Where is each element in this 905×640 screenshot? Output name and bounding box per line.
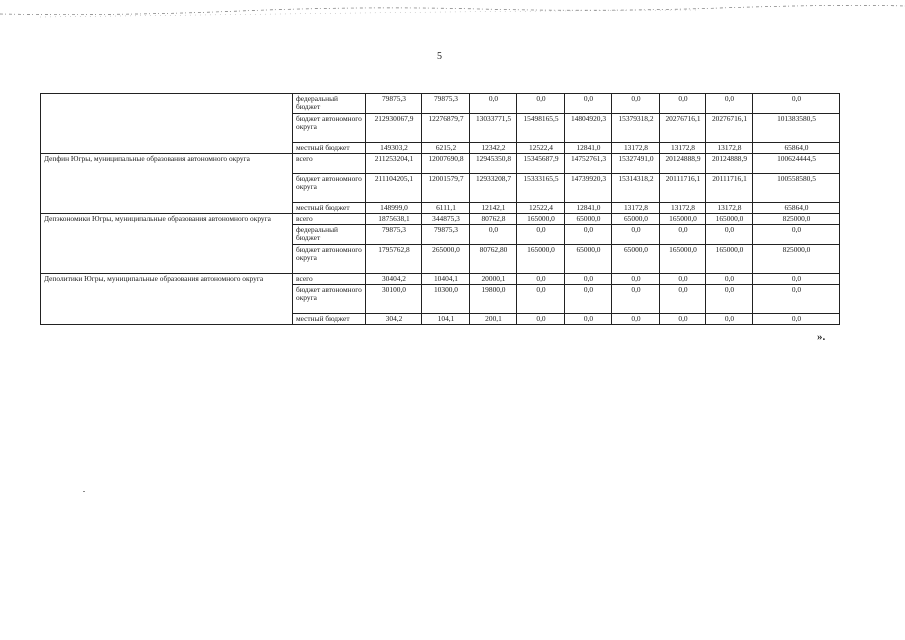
amount-cell: 12522,4: [517, 143, 565, 154]
amount-cell: 15379318,2: [612, 114, 660, 143]
funding-source-cell: бюджет автономного округа: [293, 174, 366, 203]
amount-cell: 212930067,9: [366, 114, 422, 143]
amount-cell: 0,0: [706, 314, 753, 325]
amount-cell: 12841,0: [565, 143, 612, 154]
amount-cell: 1875638,1: [366, 214, 422, 225]
amount-cell: 0,0: [753, 225, 840, 245]
amount-cell: 15498165,5: [517, 114, 565, 143]
amount-cell: 65000,0: [612, 214, 660, 225]
amount-cell: 13172,8: [706, 203, 753, 214]
amount-cell: 20276716,1: [660, 114, 706, 143]
amount-cell: 0,0: [753, 285, 840, 314]
funding-source-cell: местный бюджет: [293, 314, 366, 325]
amount-cell: 20276716,1: [706, 114, 753, 143]
amount-cell: 12142,1: [470, 203, 517, 214]
amount-cell: 12522,4: [517, 203, 565, 214]
table-row: [41, 154, 840, 174]
amount-cell: 80762,80: [470, 245, 517, 274]
amount-cell: 65000,0: [565, 245, 612, 274]
amount-cell: 0,0: [706, 94, 753, 114]
amount-cell: 165000,0: [660, 245, 706, 274]
amount-cell: 20111716,1: [660, 174, 706, 203]
amount-cell: 0,0: [706, 274, 753, 285]
amount-cell: 79875,3: [366, 94, 422, 114]
amount-cell: 0,0: [612, 225, 660, 245]
budget-table: [40, 93, 840, 325]
amount-cell: 0,0: [517, 314, 565, 325]
amount-cell: 825000,0: [753, 245, 840, 274]
amount-cell: 165000,0: [517, 245, 565, 274]
amount-cell: 12342,2: [470, 143, 517, 154]
amount-cell: 0,0: [565, 285, 612, 314]
amount-cell: 65864,0: [753, 143, 840, 154]
amount-cell: 12933208,7: [470, 174, 517, 203]
organization-cell: Депфин Югры, муниципальные образования автономного округа: [41, 154, 293, 214]
funding-source-cell: федеральный бюджет: [293, 94, 366, 114]
amount-cell: 0,0: [612, 285, 660, 314]
funding-source-cell: бюджет автономного округа: [293, 245, 366, 274]
amount-cell: 15314318,2: [612, 174, 660, 203]
closing-quote-mark: ».: [817, 331, 826, 343]
amount-cell: 0,0: [517, 274, 565, 285]
amount-cell: 12841,0: [565, 203, 612, 214]
funding-source-cell: бюджет автономного округа: [293, 285, 366, 314]
amount-cell: 65864,0: [753, 203, 840, 214]
amount-cell: 0,0: [660, 314, 706, 325]
amount-cell: 0,0: [660, 94, 706, 114]
amount-cell: 15333165,5: [517, 174, 565, 203]
amount-cell: 12945350,8: [470, 154, 517, 174]
organization-cell: [41, 94, 293, 154]
amount-cell: 0,0: [470, 225, 517, 245]
amount-cell: 10300,0: [422, 285, 470, 314]
amount-cell: 14739920,3: [565, 174, 612, 203]
amount-cell: 0,0: [612, 274, 660, 285]
amount-cell: 148999,0: [366, 203, 422, 214]
funding-source-cell: бюджет автономного округа: [293, 114, 366, 143]
table-row: [41, 214, 840, 225]
amount-cell: 104,1: [422, 314, 470, 325]
amount-cell: 149303,2: [366, 143, 422, 154]
amount-cell: 265000,0: [422, 245, 470, 274]
amount-cell: 20124888,9: [660, 154, 706, 174]
scan-speck: [83, 491, 85, 492]
amount-cell: 165000,0: [517, 214, 565, 225]
amount-cell: 20000,1: [470, 274, 517, 285]
amount-cell: 13172,8: [660, 143, 706, 154]
funding-source-cell: всего: [293, 274, 366, 285]
amount-cell: 14804920,3: [565, 114, 612, 143]
amount-cell: 100624444,5: [753, 154, 840, 174]
amount-cell: 0,0: [612, 94, 660, 114]
funding-source-cell: местный бюджет: [293, 203, 366, 214]
amount-cell: 19800,0: [470, 285, 517, 314]
amount-cell: 0,0: [565, 274, 612, 285]
amount-cell: 0,0: [565, 94, 612, 114]
amount-cell: 79875,3: [366, 225, 422, 245]
amount-cell: 0,0: [706, 225, 753, 245]
amount-cell: 0,0: [753, 274, 840, 285]
amount-cell: 304,2: [366, 314, 422, 325]
amount-cell: 211253204,1: [366, 154, 422, 174]
amount-cell: 13172,8: [706, 143, 753, 154]
table-row: [41, 274, 840, 285]
amount-cell: 0,0: [517, 285, 565, 314]
amount-cell: 13172,8: [612, 143, 660, 154]
amount-cell: 825000,0: [753, 214, 840, 225]
amount-cell: 0,0: [660, 285, 706, 314]
amount-cell: 165000,0: [706, 245, 753, 274]
scan-edge-artifact: [0, 0, 905, 22]
amount-cell: 165000,0: [660, 214, 706, 225]
amount-cell: 80762,8: [470, 214, 517, 225]
amount-cell: 0,0: [753, 94, 840, 114]
amount-cell: 12007690,8: [422, 154, 470, 174]
table-row: [41, 94, 840, 114]
funding-source-cell: местный бюджет: [293, 143, 366, 154]
amount-cell: 100558580,5: [753, 174, 840, 203]
amount-cell: 14752761,3: [565, 154, 612, 174]
amount-cell: 0,0: [660, 225, 706, 245]
amount-cell: 12001579,7: [422, 174, 470, 203]
funding-source-cell: всего: [293, 154, 366, 174]
amount-cell: 0,0: [753, 314, 840, 325]
amount-cell: 165000,0: [706, 214, 753, 225]
amount-cell: 15345687,9: [517, 154, 565, 174]
amount-cell: 79875,3: [422, 225, 470, 245]
amount-cell: 0,0: [565, 225, 612, 245]
amount-cell: 6111,1: [422, 203, 470, 214]
amount-cell: 10404,1: [422, 274, 470, 285]
amount-cell: 0,0: [517, 225, 565, 245]
organization-cell: Депэкономики Югры, муниципальные образования автономного округа: [41, 214, 293, 274]
amount-cell: 13172,8: [612, 203, 660, 214]
amount-cell: 211104205,1: [366, 174, 422, 203]
funding-source-cell: всего: [293, 214, 366, 225]
amount-cell: 0,0: [660, 274, 706, 285]
amount-cell: 200,1: [470, 314, 517, 325]
amount-cell: 20111716,1: [706, 174, 753, 203]
amount-cell: 0,0: [470, 94, 517, 114]
amount-cell: 0,0: [612, 314, 660, 325]
amount-cell: 65000,0: [565, 214, 612, 225]
amount-cell: 65000,0: [612, 245, 660, 274]
amount-cell: 344875,3: [422, 214, 470, 225]
amount-cell: 20124888,9: [706, 154, 753, 174]
amount-cell: 0,0: [706, 285, 753, 314]
amount-cell: 12276879,7: [422, 114, 470, 143]
amount-cell: 15327491,0: [612, 154, 660, 174]
amount-cell: 101383580,5: [753, 114, 840, 143]
amount-cell: 0,0: [565, 314, 612, 325]
amount-cell: 1795762,8: [366, 245, 422, 274]
amount-cell: 0,0: [517, 94, 565, 114]
amount-cell: 6215,2: [422, 143, 470, 154]
amount-cell: 30404,2: [366, 274, 422, 285]
amount-cell: 13033771,5: [470, 114, 517, 143]
organization-cell: Деполитики Югры, муниципальные образования автономного округа: [41, 274, 293, 325]
funding-source-cell: федеральный бюджет: [293, 225, 366, 245]
amount-cell: 79875,3: [422, 94, 470, 114]
amount-cell: 13172,8: [660, 203, 706, 214]
page-number: 5: [437, 51, 442, 62]
amount-cell: 30100,0: [366, 285, 422, 314]
